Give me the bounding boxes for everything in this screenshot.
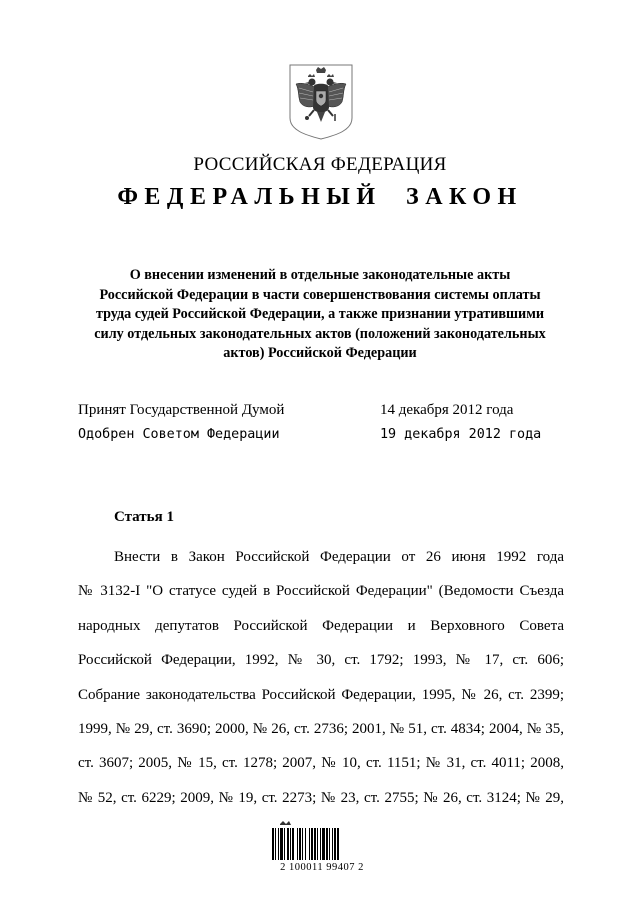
document-type: ФЕДЕРАЛЬНЫЙ ЗАКОН <box>117 184 523 210</box>
approval-date: 14 декабря 2012 года <box>380 402 514 418</box>
approval-row-duma <box>78 402 558 427</box>
barcode-number: 2 100011 99407 2 <box>280 862 364 873</box>
law-title-line: актов) Российской Федерации <box>223 345 417 362</box>
article-body <box>78 540 564 815</box>
article-text-line: Собрание законодательства Российской Федерации, 1995, № 26, ст. 2399; <box>78 686 564 703</box>
approval-row-council <box>78 427 558 452</box>
country-name: РОССИЙСКАЯ ФЕДЕРАЦИЯ <box>193 154 447 175</box>
law-title <box>70 266 570 364</box>
approvals-block <box>78 402 558 452</box>
approval-label: Одобрен Советом Федерации <box>78 427 280 442</box>
article-text-line: 1999, № 29, ст. 3690; 2000, № 26, ст. 2736; 2001, № 51, ст. 4834; 2004, № 35, <box>78 720 564 737</box>
article-text-line: ст. 3607; 2005, № 15, ст. 1278; 2007, № 10, ст. 1151; № 31, ст. 4011; 2008, <box>78 755 564 772</box>
article-text-line: № 52, ст. 6229; 2009, № 19, ст. 2273; № 23, ст. 2755; № 26, ст. 3124; № 29, <box>78 789 564 806</box>
article-heading: Статья 1 <box>114 509 174 525</box>
article-text-line: Внести в Закон Российской Федерации от 26 июня 1992 года <box>114 549 564 565</box>
article-text-line: народных депутатов Российской Федерации и Верховного Совета <box>78 617 564 634</box>
approval-label: Принят Государственной Думой <box>78 402 285 418</box>
law-title-line: труда судей Российской Федерации, а также признании утратившими <box>95 306 545 323</box>
russian-coat-of-arms-icon <box>287 62 355 140</box>
law-title-line: силу отдельных законодательных актов (положений законодательных <box>94 325 546 342</box>
article-text-line: Российской Федерации, 1992, № 30, ст. 1792; 1993, № 17, ст. 606; <box>78 652 564 669</box>
law-title-line: Российской Федерации в части совершенствования системы оплаты <box>99 286 541 303</box>
approval-date: 19 декабря 2012 года <box>380 427 542 442</box>
article-text-line: № 3132-I "О статусе судей в Российской Федерации" (Ведомости Съезда <box>78 583 564 600</box>
law-title-line: О внесении изменений в отдельные законодательные акты <box>129 267 511 283</box>
